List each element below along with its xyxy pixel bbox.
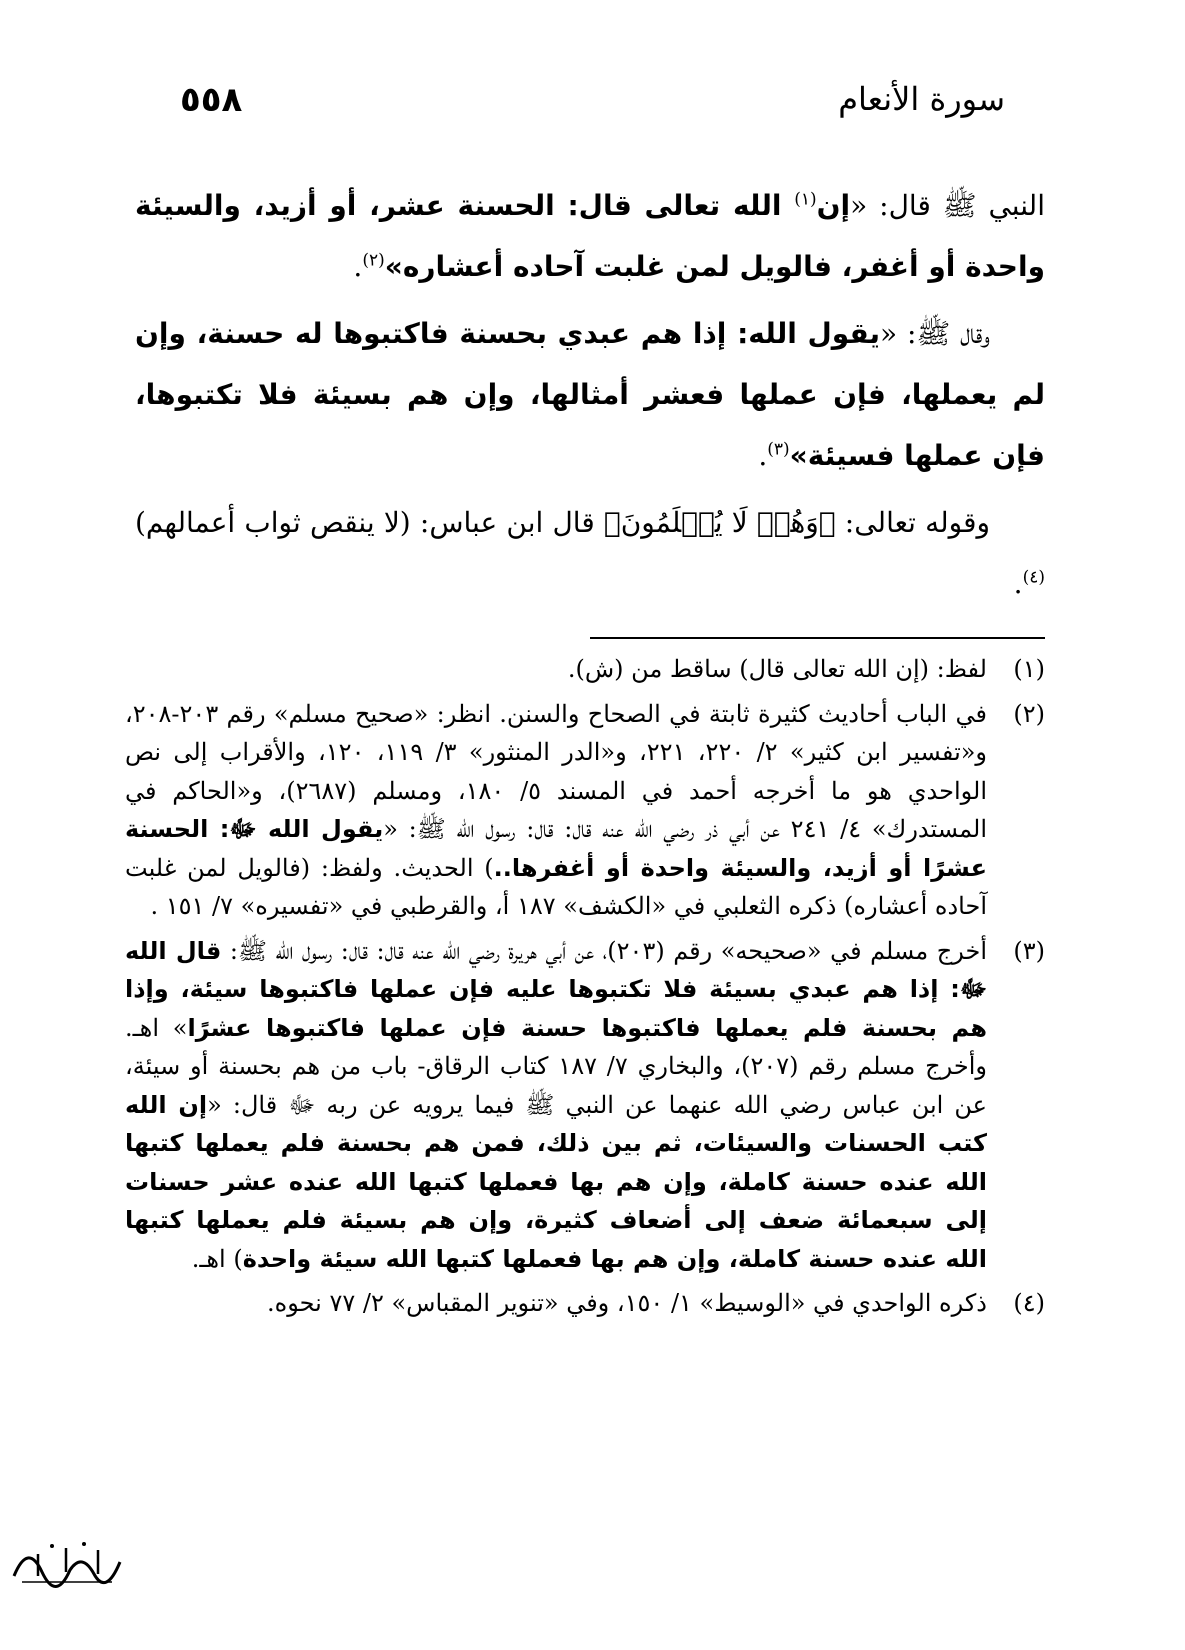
page-number: ٥٥٨: [180, 80, 243, 120]
footnote-2: [125, 695, 1045, 926]
publisher-logo: [8, 1532, 128, 1592]
main-paragraph-2: [135, 303, 1045, 486]
footnote-1: [125, 650, 1045, 689]
footnote-text-d: إن الله كتب الحسنات والسيئات، ثم بين ذلك، فمن هم بحسنة فلم يعملها كتبها الله عنده حسنة كاملة، وإن هم بها فعملها كتبها الله عنده عشر حسنات إلى سبعمائة ضعف إلى أضعاف كثيرة، وإن هم بسيئة فلم يعملها كتبها الله عنده حسنة كاملة، وإن هم بها فعملها كتبها الله سيئة واحدة: [125, 1090, 987, 1273]
main-text: [135, 175, 1045, 620]
footnote-text-c: » اهـ. وأخرج مسلم رقم (٢٠٧)، والبخاري ٧/ ١٨٧ كتاب الرقاق- باب من هم بحسنة أو سيئة، عن ابن عباس رضي الله عنهما عن النبي ﷺ فيما يرويه عن ربه ﷻ قال: «: [125, 1013, 988, 1119]
p2-text-c: .: [758, 439, 768, 472]
p3-text-b: .: [1013, 567, 1023, 600]
footnote-text-b: قال الله ﷻ: إذا هم عبدي بسيئة فلا تكتبوها عليه فإن عملها فاكتبوها سيئة، وإذا هم بحسنة فلم يعملها فاكتبوها حسنة فإن عملها فاكتبوها عشرًا: [125, 936, 988, 1042]
footnote-number: (٢): [1013, 699, 1045, 728]
footnote-number: (٣): [1013, 936, 1045, 965]
footnote-divider: [590, 637, 1045, 639]
p1-text-a: النبي ﷺ قال: «: [850, 189, 1045, 222]
footnote-text-c: ) الحديث. ولفظ: (فالويل لمن غلبت آحاده أعشاره) ذكره الثعلبي في «الكشف» ١٨٧ أ، والقرطبي في «تفسيره» ٧/ ١٥١ .: [125, 853, 987, 920]
p2-text-b: يقول الله: إذا هم عبدي بحسنة فاكتبوها له حسنة، وإن لم يعملها، فإن عملها فعشر أمثالها، وإن هم بسيئة فلا تكتبوها، فإن عملها فسيئة»: [135, 317, 1045, 472]
footnote-text-a: أخرج مسلم في «صحيحه» رقم (٢٠٣)، عن أبي هريرة رضي الله عنه قال: قال: رسول الله ﷺ:: [221, 936, 988, 965]
footnote-text-b: يقول الله ﷻ: الحسنة عشرًا أو أزيد، والسيئة واحدة أو أغفرها..: [125, 815, 988, 882]
footnote-text-e: ) اهـ.: [191, 1244, 243, 1273]
footnote-text-a: في الباب أحاديث كثيرة ثابتة في الصحاح والسنن. انظر: «صحيح مسلم» رقم ٢٠٣-٢٠٨، و«تفسير ابن كثير» ٢/ ٢٢٠، ٢٢١، و«الدر المنثور» ٣/ ١١٩، ١٢٠، والأقراب إلى نص الواحدي هو ما أخرجه أحمد في المسند ٥/ ١٨٠، ومسلم (٢٦٨٧)، و«الحاكم في المستدرك» ٤/ ٢٤١ عن أبي ذر رضي الله عنه قال: قال: رسول الله ﷺ: «: [125, 699, 988, 843]
page-header: [180, 80, 1005, 140]
main-paragraph-3: [135, 492, 1045, 614]
footnote-number: (٤): [1013, 1289, 1045, 1317]
p1-text-d: .: [353, 250, 363, 283]
footnote-text: ذكره الواحدي في «الوسيط» ١/ ١٥٠، وفي «تنوير المقباس» ٢/ ٧٧ نحوه.: [267, 1289, 987, 1317]
surah-title: سورة الأنعام: [838, 80, 1005, 118]
p1-text-b: إن: [816, 189, 851, 222]
footnote-ref-4: (٤): [1022, 567, 1045, 588]
calligraphy-logo-icon: [8, 1532, 128, 1592]
main-paragraph-1: [135, 175, 1045, 297]
footnote-number: (١): [1013, 655, 1045, 683]
footnote-ref-3: (٣): [767, 439, 790, 460]
footnote-ref-2: (٢): [362, 250, 385, 271]
footnote-4: [125, 1284, 1045, 1323]
p3-text-a: وقوله تعالى: ﴿وَهُمۡ لَا يُظۡلَمُونَ﴾ قال ابن عباس: (لا ينقص ثواب أعمالهم): [135, 506, 990, 539]
footnotes: [125, 650, 1045, 1329]
p2-text-a: وقال ﷺ: «: [880, 317, 991, 350]
footnote-3: [125, 932, 1045, 1279]
footnote-text: لفظ: (إن الله تعالى قال) ساقط من (ش).: [567, 655, 987, 683]
footnote-ref-1: (١): [794, 189, 817, 210]
p1-text-c: الله تعالى قال: الحسنة عشر، أو أزيد، والسيئة واحدة أو أغفر، فالويل لمن غلبت آحاده أعشاره»: [135, 189, 1045, 283]
